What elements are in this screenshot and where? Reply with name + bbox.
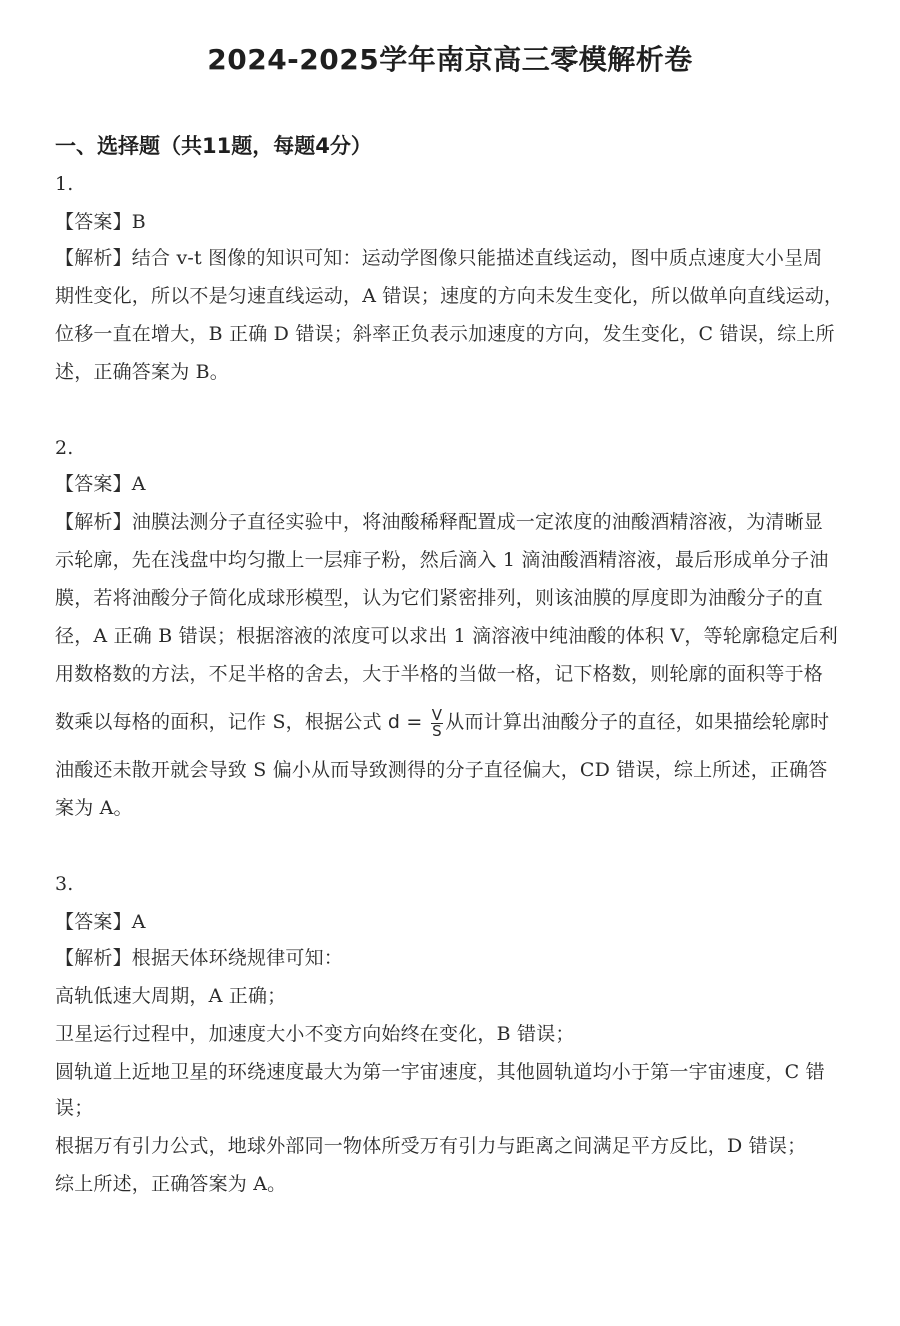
question-2-analysis-line: 径，A 正确 B 错误；根据溶液的浓度可以求出 1 滴溶液中纯油酸的体积 V，等轮廓稳定后利 — [55, 625, 838, 647]
question-1-analysis-line: 【解析】结合 v-t 图像的知识可知：运动学图像只能描述直线运动，图中质点速度大小呈周 — [55, 247, 823, 269]
question-2-analysis-line: 案为 A。 — [55, 797, 133, 819]
question-3-analysis-line: 综上所述，正确答案为 A。 — [55, 1173, 287, 1195]
formula-line-text: 数乘以每格的面积，记作 S，根据公式 — [55, 711, 388, 733]
question-1-analysis-line: 期性变化，所以不是匀速直线运动，A 错误；速度的方向未发生变化，所以做单向直线运动， — [55, 285, 844, 307]
formula-lhs: d = — [387, 711, 429, 733]
question-3-analysis-line: 卫星运行过程中，加速度大小不变方向始终在变化，B 错误； — [55, 1023, 575, 1045]
question-1-number: 1. — [55, 173, 74, 195]
question-1-answer: 【答案】B — [55, 211, 146, 233]
question-2-analysis-line: 示轮廓，先在浅盘中均匀撒上一层痱子粉，然后滴入 1 滴油酸酒精溶液，最后形成单分子油 — [55, 549, 829, 571]
question-2-analysis-line: 用数格数的方法，不足半格的舍去，大于半格的当做一格，记下格数，则轮廓的面积等于格 — [55, 663, 824, 685]
document-title: 2024-2025学年南京高三零模解析卷 — [207, 43, 693, 76]
question-2-analysis-line: 油酸还未散开就会导致 S 偏小从而导致测得的分子直径偏大，CD 错误，综上所述，正确答 — [55, 759, 828, 781]
formula-denominator: S — [432, 721, 442, 740]
question-2-formula-line — [55, 702, 860, 742]
question-2-analysis-line: 膜，若将油酸分子简化成球形模型，认为它们紧密排列，则该油膜的厚度即为油酸分子的直 — [55, 587, 824, 609]
question-2-answer: 【答案】A — [55, 473, 146, 495]
question-3-analysis-line: 【解析】根据天体环绕规律可知： — [55, 947, 344, 969]
question-1-analysis-line: 述，正确答案为 B。 — [55, 361, 230, 383]
formula-line-text: 从而计算出油酸分子的直径，如果描绘轮廓时 — [445, 711, 830, 733]
question-3-answer: 【答案】A — [55, 911, 146, 933]
question-3-analysis-line: 误； — [55, 1097, 94, 1119]
question-3-analysis-line: 圆轨道上近地卫星的环绕速度最大为第一宇宙速度，其他圆轨道均小于第一宇宙速度，C 错 — [55, 1061, 825, 1083]
question-1-analysis-line: 位移一直在增大，B 正确 D 错误；斜率正负表示加速度的方向，发生变化，C 错误，综上所 — [55, 323, 835, 345]
question-2-analysis-line: 【解析】油膜法测分子直径实验中，将油酸稀释配置成一定浓度的油酸酒精溶液，为清晰显 — [55, 511, 824, 533]
formula-fraction — [431, 705, 443, 740]
formula-numerator: V — [431, 705, 443, 724]
question-3-analysis-line: 高轨低速大周期，A 正确； — [55, 985, 287, 1007]
question-3-analysis-line: 根据万有引力公式，地球外部同一物体所受万有引力与距离之间满足平方反比，D 错误； — [55, 1135, 807, 1157]
question-2-number: 2. — [55, 437, 74, 459]
question-3-number: 3. — [55, 873, 74, 895]
section-heading: 一、选择题（共11题，每题4分） — [55, 134, 372, 158]
